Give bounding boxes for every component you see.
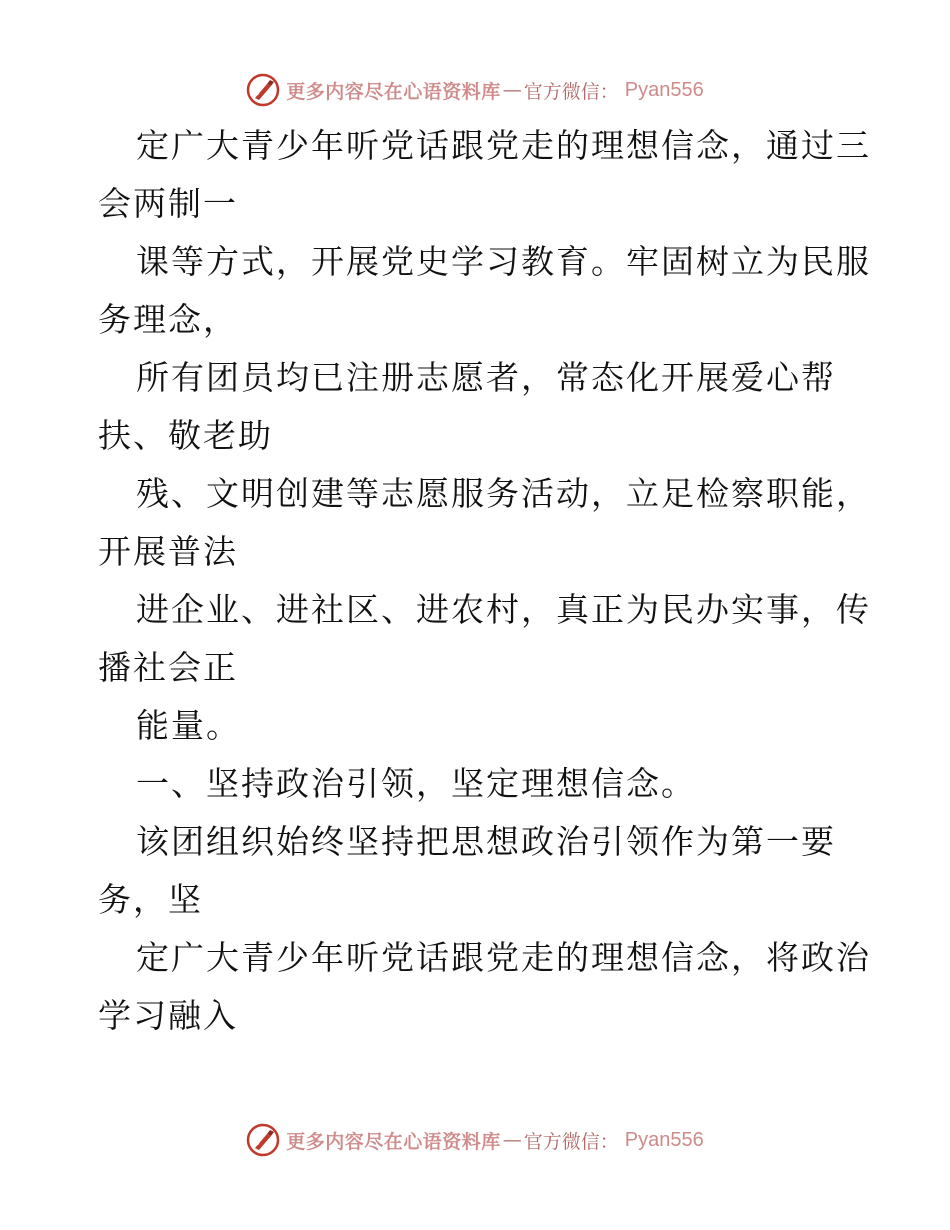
text-line: 开展普法 (98, 532, 238, 571)
banner-wechat-id: Pyan556 (624, 1128, 704, 1151)
text-line: 务理念， (98, 300, 238, 339)
text-line: 务，坚 (98, 880, 203, 919)
footer-banner (0, 1120, 950, 1160)
text-line: 残、文明创建等志愿服务活动，立足检察职能， (136, 474, 871, 513)
text-line: 定广大青少年听党话跟党走的理想信念，将政治 (136, 938, 871, 977)
text-line: 能量。 (136, 706, 241, 745)
banner-wechat-label: 官方微信： (523, 80, 619, 103)
banner-dash: — (502, 1129, 522, 1151)
banner-text: 更多内容尽在心语资料库 (286, 80, 501, 103)
banner-dash: — (502, 79, 522, 101)
text-line: 扶、敬老助 (98, 416, 273, 455)
text-line: 该团组织始终坚持把思想政治引领作为第一要 (136, 822, 836, 861)
text-line: 播社会正 (98, 648, 238, 687)
banner-wechat-id: Pyan556 (624, 78, 704, 101)
text-line: 所有团员均已注册志愿者，常态化开展爱心帮 (136, 358, 836, 397)
pen-logo-icon (246, 73, 280, 107)
text-line: 课等方式，开展党史学习教育。牢固树立为民服 (136, 242, 871, 281)
banner-text: 更多内容尽在心语资料库 (286, 1130, 501, 1153)
header-banner (0, 70, 950, 110)
banner-wechat-label: 官方微信： (523, 1130, 619, 1153)
text-line: 学习融入 (98, 996, 238, 1035)
document-body (98, 117, 871, 1045)
pen-logo-icon (246, 1123, 280, 1157)
text-line: 进企业、进社区、进农村，真正为民办实事，传 (136, 590, 871, 629)
text-line: 会两制一 (98, 184, 238, 223)
text-line: 一、坚持政治引领，坚定理想信念。 (136, 764, 696, 803)
text-line: 定广大青少年听党话跟党走的理想信念，通过三 (136, 126, 871, 165)
